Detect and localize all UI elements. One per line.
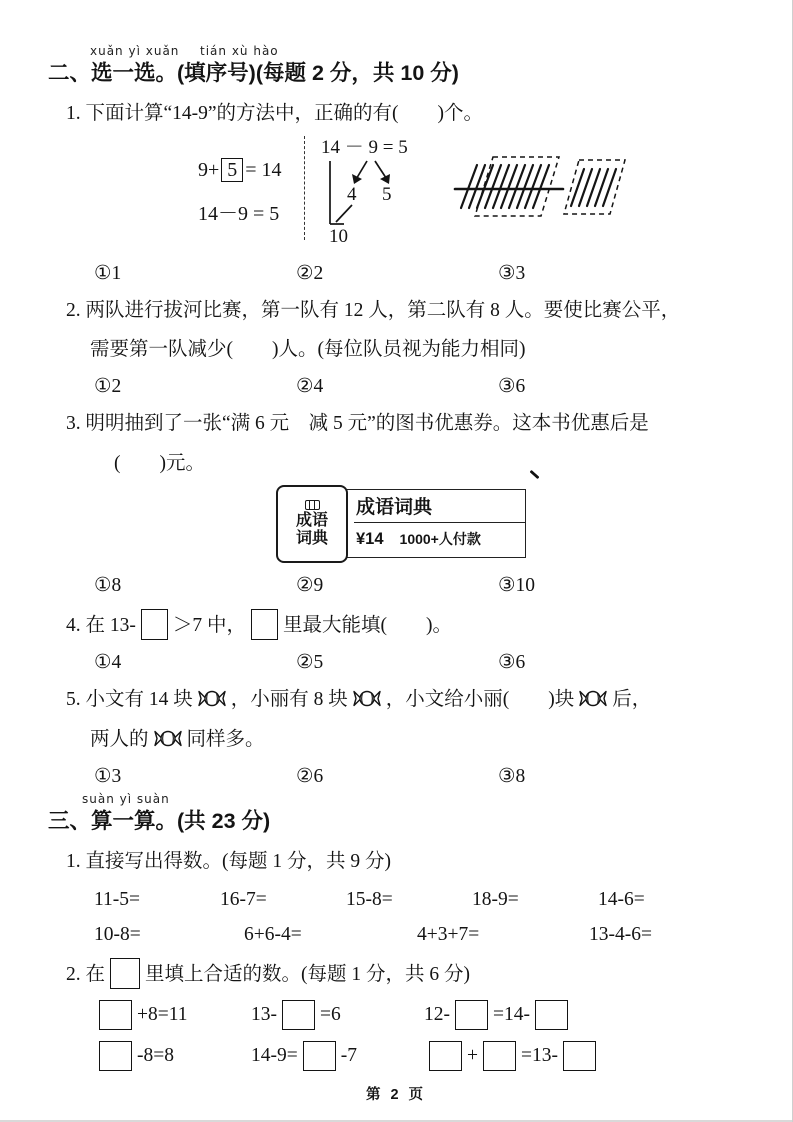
option-2: ②2	[296, 262, 324, 284]
dictionary-book-cover	[276, 485, 348, 563]
method-1-line1	[198, 158, 282, 182]
answer-box	[563, 1041, 596, 1071]
answer-box	[429, 1041, 462, 1071]
question-3-line1: 3. 明明抽到了一张“满 6 元 减 5 元”的图书优惠券。这本书优惠后是	[66, 413, 649, 435]
section2-title: 二、选一选。(填序号)(每题 2 分，共 10 分)	[48, 61, 459, 85]
question-2	[48, 297, 756, 398]
question-2-line1: 2. 两队进行拔河比赛，第一队有 12 人，第二队有 8 人。要使比赛公平，	[66, 299, 681, 321]
method-1-post: = 14	[245, 158, 282, 181]
pinyin-xuan-yi-xuan: xuǎn yì xuǎn	[90, 44, 180, 58]
calc-item: 18-9=	[472, 888, 519, 910]
option-2: ②9	[296, 575, 324, 597]
question-5-line2	[90, 726, 756, 754]
question-3-options	[94, 573, 756, 597]
equation-3	[424, 1000, 573, 1030]
equation-text: =6	[320, 1003, 341, 1025]
calc-item: 10-8=	[94, 923, 141, 945]
calc-item: 13-4-6=	[589, 923, 652, 945]
q5-seg4: 后，	[612, 689, 652, 711]
decomposition-tree-diagram	[321, 136, 437, 246]
option-1: ①8	[94, 575, 122, 597]
pinyin-tian-xu-hao: tián xù hào	[200, 44, 279, 58]
q4-pre: 4. 在 13-	[66, 615, 136, 637]
equation-text: 12-	[424, 1003, 450, 1025]
candy-icon	[578, 688, 608, 709]
question-5-line1	[66, 686, 756, 714]
answer-box	[535, 1000, 568, 1030]
coupon-price-row	[354, 523, 525, 553]
answer-box	[141, 609, 168, 640]
equation-text: 13-	[251, 1003, 277, 1025]
candy-icon	[197, 688, 227, 709]
answer-box	[483, 1041, 516, 1071]
book-emblem-icon	[305, 500, 320, 510]
pinyin-suan-yi-suan: suàn yì suàn	[82, 791, 170, 806]
fill-equation-row-2	[94, 1041, 756, 1071]
equation-text: -8=8	[137, 1044, 174, 1066]
equation-text: +	[467, 1044, 478, 1066]
calc-question-1	[48, 848, 756, 946]
question-5-options	[94, 764, 756, 788]
candy-icon	[153, 728, 183, 749]
option-1: ①3	[94, 765, 122, 787]
book-cover-line1: 成语	[295, 512, 328, 530]
calc-row-2	[94, 924, 756, 946]
option-3: ③8	[498, 765, 526, 787]
method-1-line2: 14－9 = 5	[198, 202, 280, 225]
dashed-divider	[304, 136, 305, 240]
calc-row-1	[94, 889, 756, 911]
option-2: ②4	[296, 376, 324, 398]
question-4	[48, 609, 756, 674]
question-1-text: 1. 下面计算“14-9”的方法中，正确的有( )个。	[66, 103, 484, 125]
answer-box	[251, 609, 278, 640]
coupon-title: 成语词典	[354, 490, 525, 523]
section2-header	[48, 44, 756, 88]
equation-text: =14-	[493, 1003, 530, 1025]
section3-title: 三、算一算。(共 23 分)	[48, 808, 271, 833]
option-3: ③6	[498, 376, 526, 398]
answer-box	[99, 1041, 132, 1071]
option-1: ①1	[94, 262, 122, 284]
calc-item: 11-5=	[94, 888, 141, 910]
method-2-left-part: 4	[346, 183, 357, 205]
q4-mid: ＞7 中，	[172, 615, 247, 637]
price-label: ¥14	[356, 530, 384, 549]
method-1-pre: 9+	[198, 158, 220, 181]
calc-q2-text	[66, 958, 756, 989]
option-3: ③3	[498, 262, 526, 284]
question-1-options	[94, 261, 756, 285]
method-2-bottom-number: 10	[328, 225, 348, 246]
q5-line2-pre: 两人的	[90, 729, 149, 751]
q4-post: 里最大能填( )。	[283, 615, 453, 637]
q5-seg3: ，小文给小丽( )块	[385, 689, 575, 711]
equation-text: -7	[340, 1044, 357, 1066]
answer-box	[303, 1041, 336, 1071]
calc-item: 14-6=	[598, 888, 645, 910]
question-2-options	[94, 374, 756, 398]
equation-1	[94, 1000, 251, 1030]
question-1	[48, 100, 756, 285]
method-1-boxed-number: 5	[221, 158, 243, 182]
method-2-right-part: 5	[381, 183, 392, 205]
calc-item: 6+6-4=	[244, 923, 302, 945]
answer-box	[282, 1000, 315, 1030]
calc-q2-post: 里填上合适的数。(每题 1 分，共 6 分)	[145, 963, 471, 985]
book-coupon-image	[276, 485, 526, 563]
answer-box	[99, 1000, 132, 1030]
question-2-line2: 需要第一队减少( )人。(每位队员视为能力相同)	[90, 339, 526, 361]
answer-box	[455, 1000, 488, 1030]
option-1: ①4	[94, 652, 122, 674]
calc-q1-text: 1. 直接写出得数。(每题 1 分，共 9 分)	[66, 850, 391, 872]
page-number: 第 2 页	[365, 1087, 427, 1103]
equation-2	[251, 1000, 424, 1030]
question-5	[48, 686, 756, 787]
question-1-methods-box	[198, 134, 756, 251]
method-2-expression: 14 － 9 = 5	[320, 136, 408, 158]
calc-question-2	[48, 958, 756, 1071]
equation-6	[424, 1041, 601, 1071]
option-2: ②5	[296, 652, 324, 674]
calc-item: 4+3+7=	[417, 923, 480, 945]
question-4-text	[66, 609, 756, 640]
method-3	[453, 148, 631, 231]
calc-q2-pre: 2. 在	[66, 963, 106, 985]
candy-icon	[352, 688, 382, 709]
question-3-line2: ( )元。	[114, 452, 205, 474]
equation-text: +8=11	[137, 1003, 188, 1025]
calc-item: 15-8=	[346, 888, 393, 910]
option-3: ③6	[498, 652, 526, 674]
option-3: ③10	[498, 575, 535, 597]
question-3	[48, 410, 756, 597]
coupon-listing	[342, 489, 526, 558]
fill-equation-row-1	[94, 1000, 756, 1030]
method-1	[198, 134, 282, 224]
equation-text: =13-	[521, 1044, 558, 1066]
book-cover-line2: 词典	[295, 530, 328, 548]
q5-seg1: 5. 小文有 14 块	[66, 689, 193, 711]
answer-box	[110, 958, 140, 989]
question-4-options	[94, 650, 756, 674]
option-2: ②6	[296, 765, 324, 787]
equation-4	[94, 1041, 251, 1071]
equation-5	[251, 1041, 424, 1071]
q5-seg2: ，小丽有 8 块	[230, 689, 348, 711]
equation-text: 14-9=	[251, 1044, 298, 1066]
method-2	[321, 134, 437, 251]
calc-item: 16-7=	[220, 888, 267, 910]
sales-label: 1000+人付款	[399, 531, 481, 548]
section3-header	[48, 792, 756, 836]
counting-sticks-diagram	[453, 148, 631, 226]
option-1: ①2	[94, 376, 122, 398]
q5-line2-post: 同样多。	[186, 729, 265, 751]
